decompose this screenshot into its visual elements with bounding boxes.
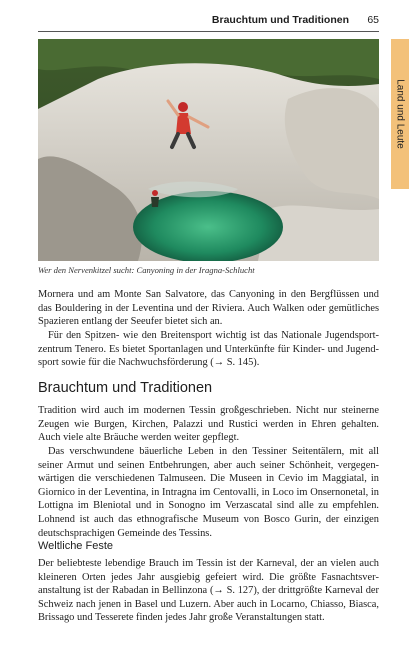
photo-caption: Wer den Nervenkitzel sucht: Canyoning in der Iragna-Schlucht <box>38 265 255 275</box>
subsection-paragraph-1: Der beliebteste lebendige Brauch im Tessin ist der Karneval, der an vielen auch kleineren Orten jedes Jahr ausgiebig gefeiert wird. Die größte Fasnachtsveranstaltung ist der Rabadan in Bellinzona (→ S. 127), der drittgrößte Karneval der Schweiz nach jenen in Basel und Luzern. Aber auch in Locarno, Chiasso, Biasca, Brissago und Tesserete finden jedes Jahr große Veranstaltungen statt. <box>38 558 379 624</box>
running-header <box>38 14 379 28</box>
section-paragraph-1: Tradition wird auch im modernen Tessin großgeschrieben. Nicht nur steinerne Zeugen wie Burgen, Kirchen, Palazzi und Rustici werden in Ehren gehalten. Auch viele alte Bräuche werden weiter gepflegt. <box>38 405 379 444</box>
page-number: 65 <box>367 14 379 26</box>
section-paragraph-2: Das verschwundene bäuerliche Leben in den Tessiner Seitentälern, mit all seiner Armut und seinen Entbehrungen, aber auch seiner Schönheit, vergegenwärtigen die verschiedenen Talmuseen. Die Museen in Cevio im Maggiatal, in Giornico in der Leventina, in Intragna im Centovalli, in Loco im Onsernonetal, in Lottigna im Bleniotal und in Sonogno im Verzascatal sind alle zu empfehlen. Lohnend ist auch das ethnografische Museum von Bosco Gurin, der einzigen deutschsprachigen Gemeinde des Tessins. <box>38 446 379 539</box>
section-heading: Brauchtum und Traditionen <box>38 380 213 396</box>
canyoning-photo <box>38 39 379 261</box>
subsection-heading: Weltliche Feste <box>38 540 113 552</box>
intro-paragraph-1: Mornera und am Monte San Salvatore, das Canyoning in den Bergflüssen und das Bouldering in der Leventina und der Riviera. Auch Walken oder gemütliches Spazieren entlang der Seeufer bietet sich an. <box>38 289 379 328</box>
header-section-title: Brauchtum und Traditionen <box>211 14 349 26</box>
side-tab-label: Land und Leute <box>394 79 406 149</box>
side-tab <box>391 39 409 189</box>
intro-paragraph-2: Für den Spitzen- wie den Breitensport wichtig ist das Nationale Jugendsportzentrum Tenero. Es bietet Sportanlagen und Unterkünfte für Kinder- und Jugendsport sowie für die Nachwuchsförderung (→ S. 145). <box>38 330 379 369</box>
header-rule <box>38 31 379 32</box>
